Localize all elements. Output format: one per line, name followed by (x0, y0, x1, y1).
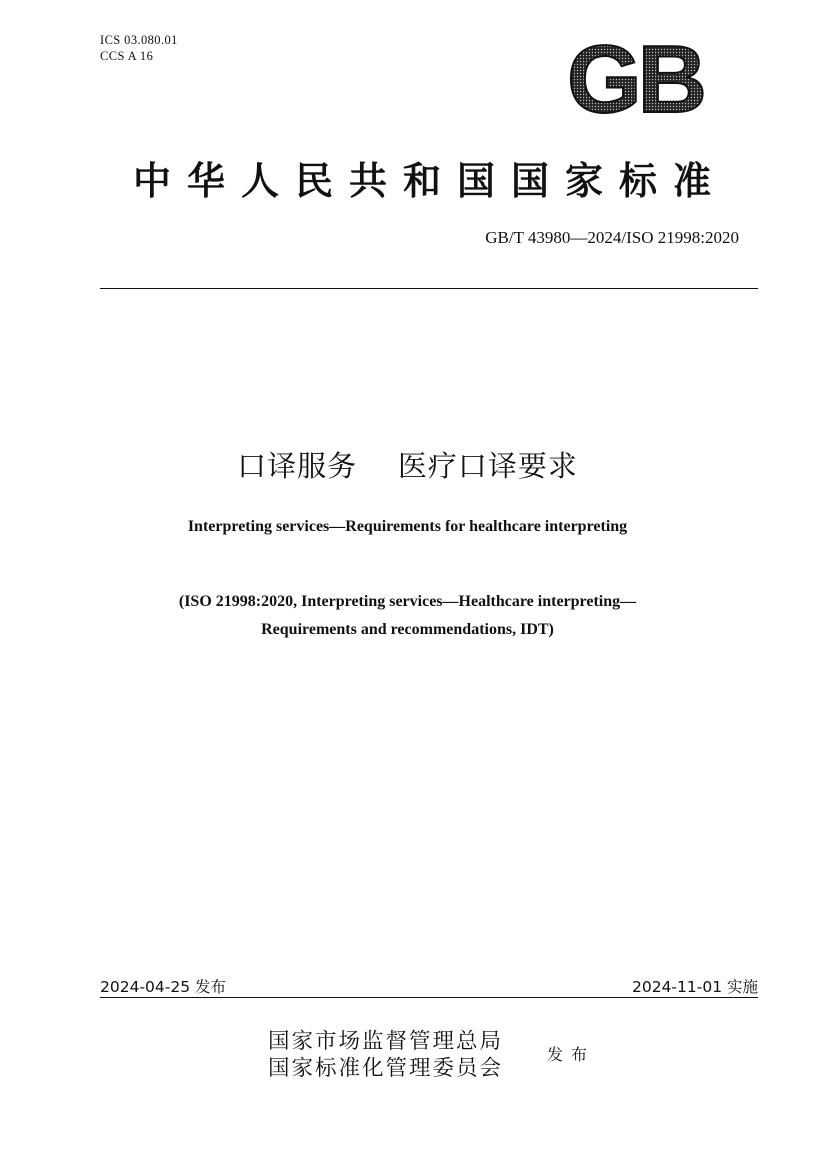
adoption-note-line1: (ISO 21998:2020, Interpreting services—Healthcare interpreting— (178, 593, 637, 610)
top-divider (100, 288, 758, 289)
ics-code: ICS 03.080.01 (100, 33, 178, 47)
standard-number: GB/T 43980—2024/ISO 21998:2020 (485, 228, 739, 247)
ccs-code: CCS A 16 (100, 49, 154, 63)
issuer-samr: 国家市场监督管理总局 (268, 1029, 504, 1054)
implementation-date: 2024-11-01 实施 (631, 978, 758, 996)
gb-logo (555, 36, 715, 118)
adoption-note-line2: Requirements and recommendations, IDT) (261, 621, 554, 638)
issue-date: 2024-04-25 发布 (100, 978, 227, 996)
publish-label: 发布 (547, 1045, 596, 1064)
title-chinese: 口译服务 医疗口译要求 (237, 449, 578, 483)
standard-type-title: 中华人民共和国国家标准 (132, 158, 727, 203)
title-english: Interpreting services—Requirements for healthcare interpreting (187, 518, 628, 535)
issuer-sac: 国家标准化管理委员会 (268, 1056, 504, 1081)
bottom-divider (100, 997, 758, 998)
gb-logo-text: GB (567, 36, 703, 118)
classification-codes (100, 32, 178, 64)
